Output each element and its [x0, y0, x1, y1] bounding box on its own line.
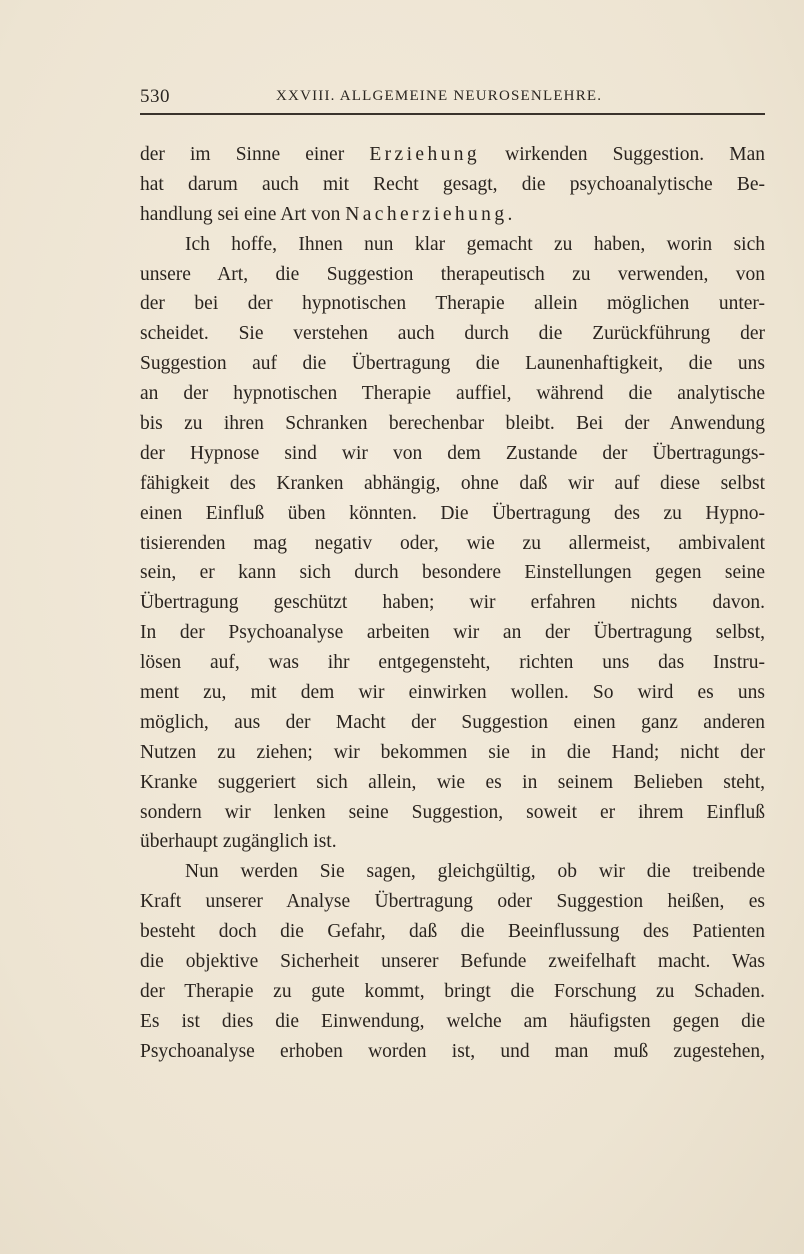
- paragraph-start-line: Nun werden Sie sagen, gleichgültig, ob wir die treibende: [185, 861, 765, 883]
- text-line: bis zu ihren Schranken berechenbar bleibt. Bei der Anwendung: [140, 413, 765, 435]
- text-line: überhaupt zugänglich ist.: [140, 831, 337, 853]
- text-line: der Therapie zu gute kommt, bringt die Forschung zu Schaden.: [140, 980, 765, 1002]
- text-line: an der hypnotischen Therapie auffiel, während die analytische: [140, 383, 765, 405]
- text-line: der im Sinne einer Erziehung wirkenden Suggestion. Man: [140, 144, 765, 165]
- text-line: Nutzen zu ziehen; wir bekommen sie in die Hand; nicht der: [140, 741, 765, 763]
- text-line: der Hypnose sind wir von dem Zustande der Übertragungs-: [140, 442, 765, 464]
- text-line: Psychoanalyse erhoben worden ist, und man muß zugestehen,: [140, 1040, 765, 1062]
- text-line: sein, er kann sich durch besondere Einstellungen gegen seine: [140, 562, 765, 584]
- text-line: Es ist dies die Einwendung, welche am häufigsten gegen die: [140, 1010, 765, 1032]
- spaced-word: Nacherziehung: [345, 203, 508, 225]
- text-line: möglich, aus der Macht der Suggestion einen ganz anderen: [140, 711, 765, 733]
- text-line: Suggestion auf die Übertragung die Launenhaftigkeit, die uns: [140, 353, 765, 375]
- text-line: die objektive Sicherheit unserer Befunde zweifelhaft macht. Was: [140, 951, 765, 973]
- body-text: [140, 140, 765, 1067]
- text-line: lösen auf, was ihr entgegensteht, richten uns das Instru-: [140, 652, 765, 674]
- spaced-word: Erziehung: [369, 144, 481, 165]
- text-line: fähigkeit des Kranken abhängig, ohne daß wir auf diese selbst: [140, 472, 765, 494]
- text-line: sondern wir lenken seine Suggestion, soweit er ihrem Einfluß: [140, 801, 765, 823]
- text-line: hat darum auch mit Recht gesagt, die psychoanalytische Be-: [140, 173, 765, 195]
- page-header: [140, 86, 765, 110]
- running-head: XXVIII. ALLGEMEINE NEUROSENLEHRE.: [276, 88, 603, 104]
- text-line: In der Psychoanalyse arbeiten wir an der Übertragung selbst,: [140, 622, 765, 644]
- text-line: scheidet. Sie verstehen auch durch die Zurückführung der: [140, 323, 765, 345]
- text-line: Übertragung geschützt haben; wir erfahren nichts davon.: [140, 592, 765, 614]
- text-line: einen Einfluß üben könnten. Die Übertragung des zu Hypno-: [140, 502, 765, 524]
- text-line: handlung sei eine Art von Nacherziehung.: [140, 203, 513, 225]
- paragraph-start-line: Ich hoffe, Ihnen nun klar gemacht zu haben, worin sich: [185, 233, 765, 255]
- text-line: tisierenden mag negativ oder, wie zu allermeist, ambivalent: [140, 532, 765, 554]
- text-line: besteht doch die Gefahr, daß die Beeinflussung des Patienten: [140, 921, 765, 943]
- text-line: Kraft unserer Analyse Übertragung oder Suggestion heißen, es: [140, 891, 765, 913]
- text-line: der bei der hypnotischen Therapie allein möglichen unter-: [140, 293, 765, 315]
- text-line: Kranke suggeriert sich allein, wie es in seinem Belieben steht,: [140, 771, 765, 793]
- text-line: ment zu, mit dem wir einwirken wollen. So wird es uns: [140, 682, 765, 704]
- page-number: 530: [140, 86, 170, 107]
- header-rule: [140, 113, 765, 115]
- text-line: unsere Art, die Suggestion therapeutisch zu verwenden, von: [140, 263, 765, 285]
